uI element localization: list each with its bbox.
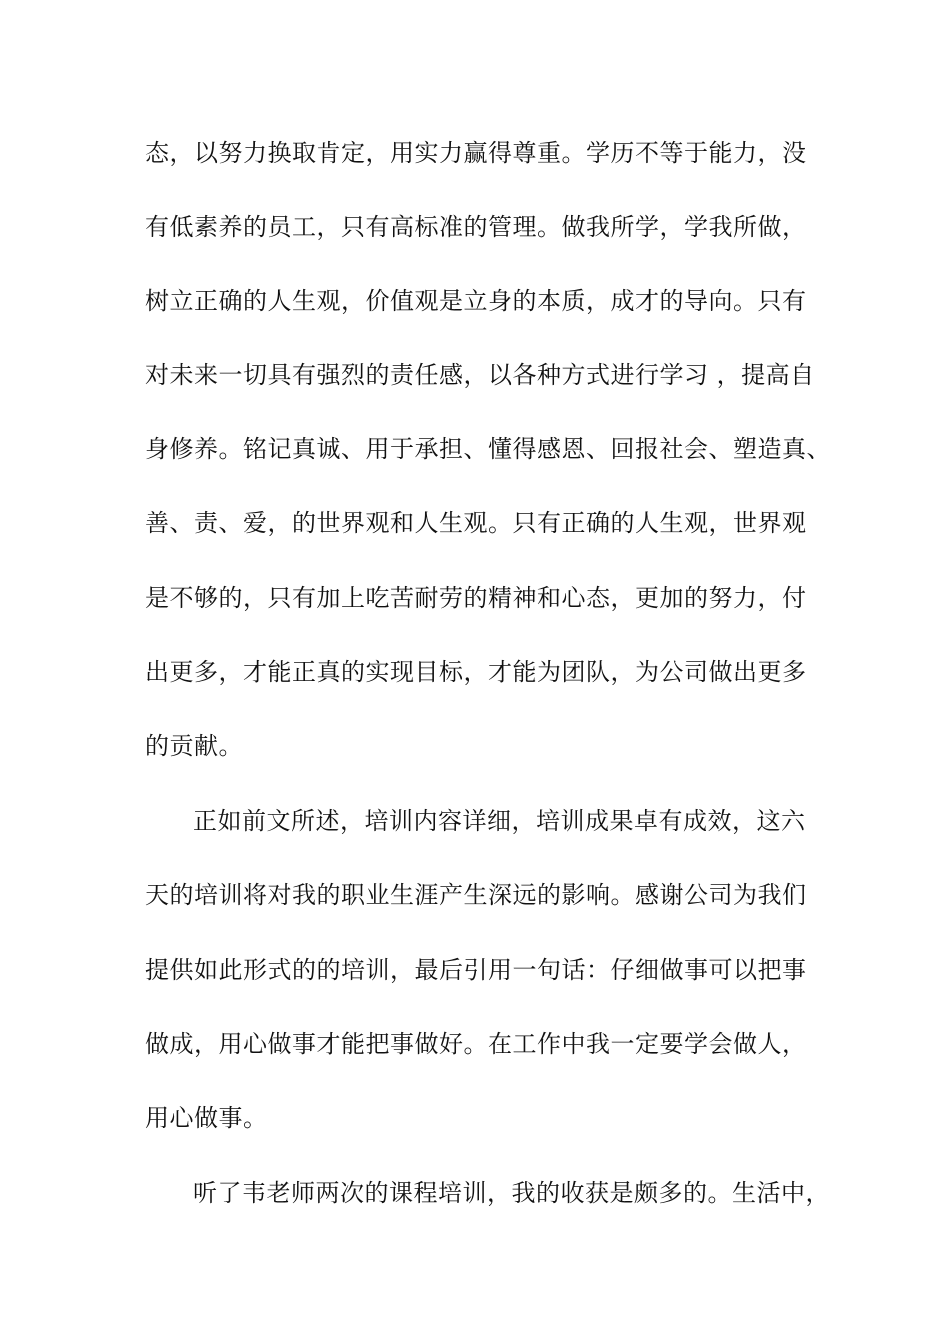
text-line: 是不够的，只有加上吃苦耐劳的精神和心态，更加的努力，付 [145, 584, 807, 612]
text-line: 用心做事。 [145, 1104, 268, 1132]
text-line: 的贡献。 [145, 732, 243, 760]
text-line: 天的培训将对我的职业生涯产生深远的影响。感谢公司为我们 [145, 881, 807, 909]
text-line: 提供如此形式的的培训，最后引用一句话：仔细做事可以把事 [145, 956, 807, 984]
paragraph-start-line: 听了韦老师两次的课程培训，我的收获是颇多的。生活中， [193, 1179, 830, 1207]
text-line: 出更多，才能正真的实现目标，才能为团队，为公司做出更多 [145, 658, 807, 686]
text-line: 树立正确的人生观，价值观是立身的本质，成才的导向。只有 [145, 287, 807, 315]
text-line: 有低素养的员工，只有高标准的管理。做我所学，学我所做， [145, 213, 807, 241]
paragraph-start-line: 正如前文所述，培训内容详细，培训成果卓有成效，这六 [193, 807, 806, 835]
text-line: 身修养。铭记真诚、用于承担、懂得感恩、回报社会、塑造真、 [145, 435, 831, 463]
text-line: 态，以努力换取肯定，用实力赢得尊重。学历不等于能力，没 [145, 139, 807, 167]
text-line: 做成，用心做事才能把事做好。在工作中我一定要学会做人， [145, 1030, 807, 1058]
text-line: 对未来一切具有强烈的责任感，以各种方式进行学习 ，提高自 [145, 361, 815, 389]
text-line: 善、责、爱，的世界观和人生观。只有正确的人生观，世界观 [145, 509, 807, 537]
